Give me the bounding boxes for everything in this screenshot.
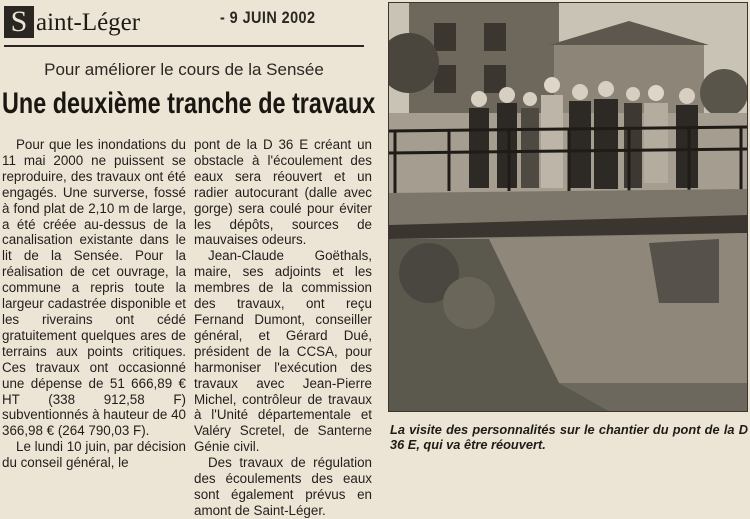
article-kicker: Pour améliorer le cours de la Sensée — [44, 60, 324, 79]
publication-date: - 9 JUIN 2002 — [220, 8, 316, 27]
column2-paragraph-3: Des travaux de régulation des écoulements des eaux sont également prévus en amont de Saint-Léger. — [194, 455, 372, 518]
column2-paragraph-1: pont de la D 36 E créant un obstacle à l'écoulement des eaux sera réouvert et un radier autocurant (dalle avec gorge) sera coulé pour éviter les dépôts, sources de mauvaises odeurs. — [194, 137, 372, 248]
photo-bush — [443, 277, 495, 329]
column1-paragraph-2: Le lundi 10 juin, par décision du conseil général, le — [2, 439, 186, 471]
article-column-1 — [2, 137, 186, 471]
article-photo — [388, 2, 748, 412]
photo-tree — [700, 69, 747, 117]
photo-caption: La visite des personnalités sur le chantier du pont de la D 36 E, qui va être réouvert. — [390, 422, 748, 452]
column2-paragraph-2: Jean-Claude Goëthals, maire, ses adjoints et les membres de la commission des travaux, ont reçu Fernand Dumont, conseiller général, et Gérard Dué, président de la CCSA, pour harmoniser l'exécution des travaux avec Jean-Pierre Michel, contrôleur de travaux à l'Unité départementale et Valéry Scretel, de Santerne Génie civil. — [194, 248, 372, 455]
photo-culvert-opening — [649, 239, 719, 303]
header-divider — [4, 45, 364, 47]
photo-group-of-people — [469, 77, 698, 189]
rubric-title: aint-Léger — [36, 9, 141, 36]
column1-paragraph-1: Pour que les inondations du 11 mai 2000 ne puissent se reproduire, des travaux ont été engagés. Une surverse, fossé à fond plat de 2,10 m de large, a été créée au-dessus de la canalisation existante dans le lit de la Sensée. Pour la réalisation de cet ouvrage, la commune a repris toute la largeur cadastrée disponible et les riverains ont cédé gratuitement quelques ares de terrains aux points critiques. Ces travaux ont occasionné une dépense de 51 666,89 € HT (338 912,58 F) subventionnés à hauteur de 40 366,98 € (264 790,03 F). — [2, 137, 186, 439]
rubric-initial: S — [4, 6, 34, 38]
bridge-visit-photo — [389, 3, 747, 411]
photo-window — [484, 23, 506, 51]
photo-window — [434, 23, 456, 51]
article-column-2 — [194, 137, 372, 519]
article-headline: Une deuxième tranche de travaux — [2, 87, 376, 120]
